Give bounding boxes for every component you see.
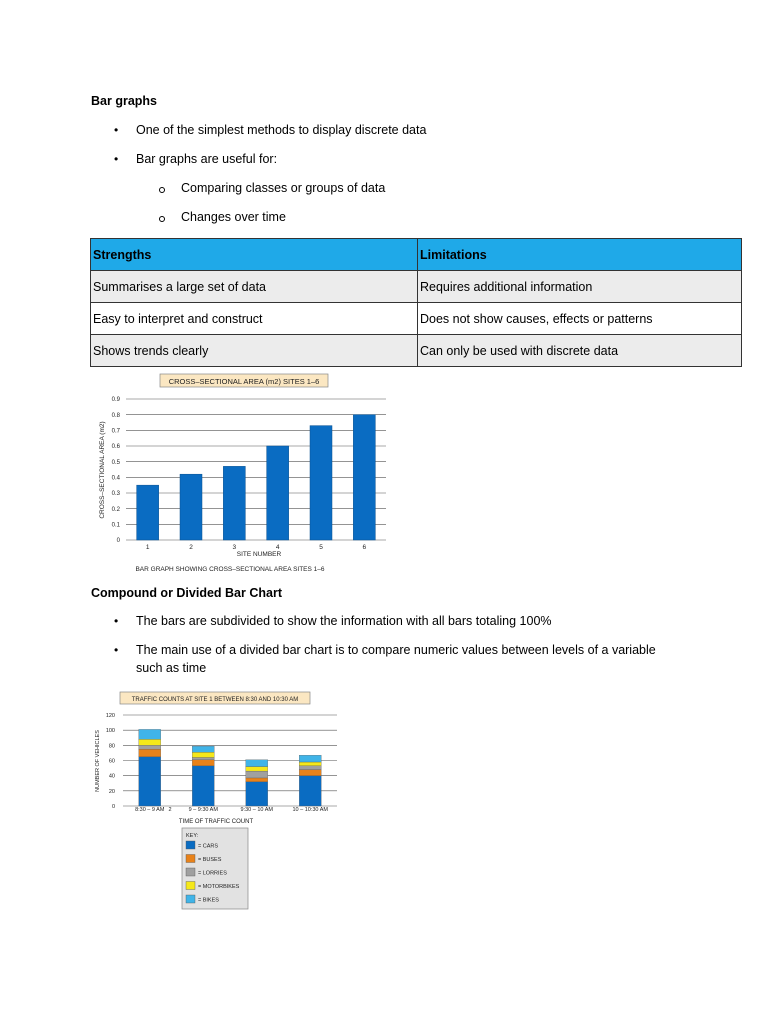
- y-tick-label: 0: [111, 804, 115, 810]
- y-tick-label: 40: [108, 773, 115, 780]
- x-tick-label: 4: [275, 544, 280, 551]
- table-header-row: [91, 239, 742, 271]
- x-tick-label: 10 – 10:30 AM: [292, 807, 328, 813]
- table-header-limitations: Limitations: [418, 239, 742, 271]
- bar-segment: [246, 771, 268, 778]
- y-tick-label: 0.9: [111, 397, 120, 404]
- chart-title: CROSS–SECTIONAL AREA (m2) SITES 1–6: [168, 377, 320, 386]
- bar-segment: [246, 778, 268, 782]
- bullet-text: One of the simplest methods to display discrete data: [136, 123, 427, 137]
- chart-title: TRAFFIC COUNTS AT SITE 1 BETWEEN 8:30 AND 10:30 AM: [131, 697, 299, 703]
- sub-bullet-circle: [159, 187, 165, 193]
- y-axis-label: NUMBER OF VEHICLES: [95, 730, 101, 792]
- legend-label: = MOTORBIKES: [198, 884, 240, 890]
- y-tick-label: 0.1: [111, 522, 120, 529]
- bar-segment: [299, 776, 321, 806]
- bar-segment: [299, 766, 321, 770]
- traffic-counts-stacked-bar-chart: [90, 688, 350, 913]
- legend-swatch: [186, 882, 195, 890]
- y-tick-label: 0.8: [111, 412, 120, 419]
- legend-swatch: [186, 868, 195, 876]
- bullet-text: The main use of a divided bar chart is to compare numeric values between levels of a variable: [136, 643, 656, 657]
- x-tick-label: 6: [362, 544, 367, 551]
- bar-segment: [139, 729, 161, 739]
- bar: [310, 426, 332, 540]
- legend-title: KEY:: [186, 833, 199, 839]
- table-header-strengths: Strengths: [91, 239, 418, 271]
- x-tick-label: 5: [319, 544, 323, 551]
- bullet-text: Bar graphs are useful for:: [136, 152, 278, 166]
- table-cell: Can only be used with discrete data: [418, 335, 742, 367]
- table-row: [91, 335, 742, 367]
- bar: [267, 446, 289, 540]
- y-tick-label: 60: [108, 758, 115, 765]
- bar-segment: [246, 760, 268, 767]
- sub-bullet-text: Changes over time: [181, 210, 286, 224]
- bar: [353, 415, 375, 540]
- legend-label: = BIKES: [198, 897, 219, 904]
- bullet-text: The bars are subdivided to show the information with all bars totaling 100%: [136, 614, 552, 628]
- legend-label: = LORRIES: [198, 870, 227, 877]
- y-tick-label: 0.7: [111, 428, 120, 435]
- strengths-limitations-table: [90, 238, 742, 367]
- legend-label: = CARS: [198, 843, 219, 850]
- legend-swatch: [186, 855, 195, 863]
- legend-swatch: [186, 841, 195, 849]
- x-tick-label: 1: [145, 544, 150, 551]
- table-cell: Does not show causes, effects or patterns: [418, 303, 742, 335]
- table-cell: Easy to interpret and construct: [91, 303, 418, 335]
- bar-segment: [139, 757, 161, 806]
- bar-segment: [192, 760, 214, 766]
- bullet-dot: •: [114, 614, 119, 628]
- bar-segment: [299, 755, 321, 762]
- bar-segment: [246, 767, 268, 772]
- y-tick-label: 20: [108, 788, 115, 795]
- bar-segment: [246, 782, 268, 806]
- bar-segment: [192, 746, 214, 752]
- y-tick-label: 0.2: [111, 506, 120, 513]
- cross-sectional-area-bar-chart: [90, 370, 400, 580]
- y-tick-label: 80: [108, 743, 115, 750]
- legend-swatch: [186, 895, 195, 903]
- bullet-dot: •: [114, 123, 119, 137]
- table-cell: Summarises a large set of data: [91, 271, 418, 303]
- extra-tick-label: 2: [168, 807, 172, 813]
- bar-segment: [192, 766, 214, 806]
- bullet-dot: •: [114, 152, 119, 166]
- table-row: [91, 271, 742, 303]
- section-heading-compound-bar-chart: Compound or Divided Bar Chart: [91, 586, 282, 600]
- x-axis-label: TIME OF TRAFFIC COUNT: [178, 819, 254, 825]
- y-tick-label: 0.4: [111, 475, 120, 482]
- x-tick-label: 9:30 – 10 AM: [240, 807, 273, 813]
- y-axis-label: CROSS–SECTIONAL AREA (m2): [99, 421, 106, 519]
- y-tick-label: 0.6: [111, 444, 120, 451]
- bar-segment: [192, 757, 214, 759]
- bar: [223, 466, 245, 540]
- bullet-dot: •: [114, 643, 119, 657]
- y-tick-label: 100: [105, 728, 115, 735]
- x-tick-label: 8:30 – 9 AM: [135, 807, 165, 813]
- x-tick-label: 2: [189, 544, 193, 551]
- table-row: [91, 303, 742, 335]
- bar-segment: [139, 749, 161, 757]
- chart-caption: BAR GRAPH SHOWING CROSS–SECTIONAL AREA SITES 1–6: [135, 566, 325, 573]
- y-tick-label: 0.5: [111, 459, 120, 466]
- x-axis-label: SITE NUMBER: [236, 551, 282, 558]
- bullet-text-continued: such as time: [136, 661, 207, 675]
- sub-bullet-text: Comparing classes or groups of data: [181, 181, 386, 195]
- bar-segment: [299, 762, 321, 766]
- bar: [180, 474, 202, 540]
- y-tick-label: 120: [105, 713, 115, 719]
- x-tick-label: 9 – 9:30 AM: [188, 807, 218, 813]
- bar-segment: [139, 745, 161, 749]
- y-tick-label: 0: [116, 538, 120, 545]
- table-cell: Shows trends clearly: [91, 335, 418, 367]
- sub-bullet-circle: [159, 216, 165, 222]
- y-tick-label: 0.3: [111, 491, 120, 498]
- table-cell: Requires additional information: [418, 271, 742, 303]
- bar-segment: [139, 739, 161, 745]
- bar-segment: [299, 770, 321, 776]
- bar-segment: [192, 752, 214, 757]
- bar: [137, 485, 159, 540]
- section-heading-bar-graphs: Bar graphs: [91, 94, 157, 108]
- x-tick-label: 3: [232, 544, 237, 551]
- legend-label: = BUSES: [198, 857, 222, 863]
